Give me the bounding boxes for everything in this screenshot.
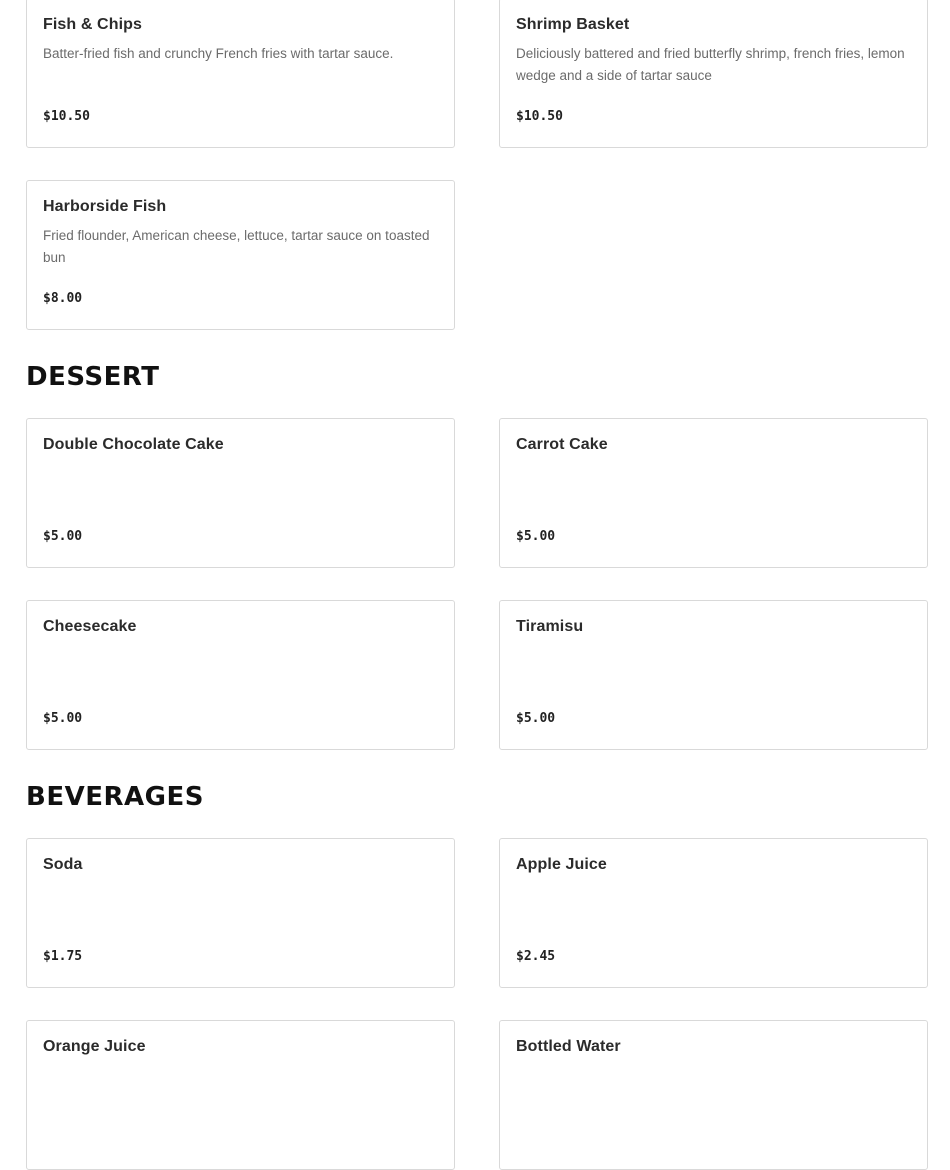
menu-item-card[interactable] — [499, 1020, 928, 1170]
menu-item-card[interactable] — [26, 1020, 455, 1170]
menu-item-card[interactable] — [499, 418, 928, 568]
menu-item-price: $5.00 — [516, 711, 556, 726]
menu-item-card[interactable] — [26, 418, 455, 568]
menu-item-name: Double Chocolate Cake — [43, 436, 224, 453]
menu-item-price: $1.75 — [43, 949, 83, 964]
menu-item-card[interactable] — [26, 838, 455, 988]
menu-item-description: Batter-fried fish and crunchy French fries with tartar sauce. — [43, 46, 394, 61]
menu-item-name: Shrimp Basket — [516, 16, 630, 33]
section-title-beverages: BEVERAGES — [26, 782, 204, 812]
menu-item-card[interactable] — [499, 838, 928, 988]
menu-item-name: Cheesecake — [43, 618, 137, 635]
menu-item-price: $5.00 — [43, 529, 83, 544]
menu-item-name: Tiramisu — [516, 618, 584, 635]
menu-item-name: Harborside Fish — [43, 198, 167, 215]
menu-item-price: $10.50 — [516, 109, 563, 124]
menu-item-name: Apple Juice — [516, 856, 607, 873]
menu-item-name: Carrot Cake — [516, 436, 608, 453]
section-title-dessert: DESSERT — [26, 362, 160, 392]
menu-item-price: $10.50 — [43, 109, 90, 124]
menu-item-price: $2.45 — [516, 949, 556, 964]
menu-item-card[interactable] — [26, 0, 455, 148]
menu-item-name: Orange Juice — [43, 1038, 146, 1055]
menu-item-name: Bottled Water — [516, 1038, 621, 1055]
menu-item-price: $5.00 — [43, 711, 83, 726]
menu-item-card[interactable] — [499, 600, 928, 750]
menu-item-price: $8.00 — [43, 291, 83, 306]
menu-item-description: Fried flounder, American cheese, lettuce, tartar sauce on toasted bun — [43, 228, 430, 265]
menu-item-description: Deliciously battered and fried butterfly shrimp, french fries, lemon wedge and a side of tartar sauce — [516, 46, 905, 83]
menu-item-card[interactable] — [26, 600, 455, 750]
menu-item-card[interactable] — [499, 0, 928, 148]
menu-item-price: $5.00 — [516, 529, 556, 544]
menu-item-name: Soda — [43, 856, 83, 873]
menu-item-name: Fish & Chips — [43, 16, 142, 33]
menu-item-card[interactable] — [26, 180, 455, 330]
